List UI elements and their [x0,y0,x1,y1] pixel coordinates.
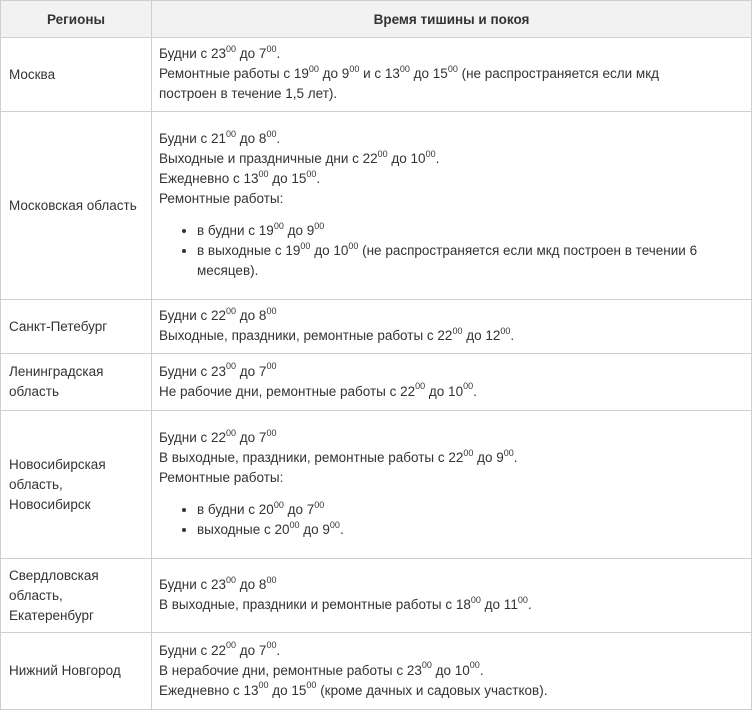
table-row [1,559,752,633]
schedule-line [159,382,744,402]
superscript-minutes: 00 [306,168,317,179]
text-segment: до 11 [480,597,518,612]
region-cell: Новосибирская область, Новосибирск [1,411,152,559]
superscript-minutes: 00 [300,240,311,251]
superscript-minutes: 00 [258,168,269,179]
repair-bullet-list [159,221,744,281]
superscript-minutes: 00 [469,660,480,670]
superscript-minutes: 00 [425,148,436,159]
text-segment: до 7 [236,46,267,61]
superscript-minutes: 00 [348,240,359,251]
text-segment: до 9 [473,450,504,465]
text-segment: до 7 [236,642,267,658]
superscript-minutes: 00 [314,499,325,510]
quiet-time-cell [152,633,752,710]
table-row [1,112,752,300]
list-item [197,241,744,281]
region-cell: Свердловская область, Екатеренбург [1,559,152,633]
text-segment: Ремонтные работы с 19 [159,66,309,81]
superscript-minutes: 00 [415,381,426,391]
table-row [1,300,752,354]
superscript-minutes: 00 [226,361,237,371]
header-quiet-time: Время тишины и покоя [152,1,752,38]
schedule-line [159,149,744,169]
superscript-minutes: 00 [452,325,463,336]
table-row [1,38,752,112]
superscript-minutes: 00 [447,63,458,74]
text-segment: Будни с 23 [159,46,227,61]
superscript-minutes: 00 [266,43,277,54]
text-segment: Будни с 23 [159,363,227,379]
text-segment: до 10 [387,151,426,166]
region-cell: Нижний Новгород [1,633,152,710]
text-segment: В нерабочие дни, ремонтные работы с 23 [159,662,422,678]
text-segment: Будни с 22 [159,642,227,658]
superscript-minutes: 00 [349,63,360,74]
schedule-line [159,468,744,488]
superscript-minutes: 00 [306,680,317,690]
text-segment: и с 13 [359,66,400,81]
schedule-line [159,681,744,701]
superscript-minutes: 00 [329,519,340,530]
schedule-line [159,44,744,64]
text-segment: . [513,450,518,465]
superscript-minutes: 00 [517,594,528,605]
text-segment: . [510,328,515,343]
schedule-line [159,641,744,661]
region-cell: Москва [1,38,152,112]
superscript-minutes: 00 [421,660,432,670]
schedule-line [159,306,744,326]
superscript-minutes: 00 [226,43,237,54]
superscript-minutes: 00 [289,519,300,530]
schedule-line [159,189,744,209]
text-segment: до 8 [236,131,267,146]
quiet-time-cell [152,112,752,300]
superscript-minutes: 00 [266,128,277,139]
header-regions: Регионы [1,1,152,38]
superscript-minutes: 00 [500,325,511,336]
table-header-row [1,1,752,38]
superscript-minutes: 00 [258,680,269,690]
region-cell: Санкт-Петебург [1,300,152,354]
superscript-minutes: 00 [226,128,237,139]
list-item [197,500,744,520]
quiet-time-cell [152,354,752,411]
text-segment: до 8 [236,308,267,323]
superscript-minutes: 00 [463,381,474,391]
text-segment: . [435,151,440,166]
text-segment: . [479,662,484,678]
schedule-line [159,84,744,104]
text-segment: . [473,383,477,399]
region-cell: Ленинградская область [1,354,152,411]
text-segment: . [276,46,281,61]
superscript-minutes: 00 [266,574,277,585]
region-cell: Московская область [1,112,152,300]
text-segment: В выходные, праздники и ремонтные работы с 18 [159,597,471,612]
text-segment: Выходные, праздники, ремонтные работы с 22 [159,328,453,343]
schedule-line [159,661,744,681]
list-item [197,520,744,540]
schedule-line [159,169,744,189]
text-segment: в выходные с 19 [197,243,301,258]
superscript-minutes: 00 [463,447,474,458]
text-segment: Будни с 21 [159,131,227,146]
text-segment: до 8 [236,577,267,592]
text-segment: до 9 [318,66,350,81]
text-segment: до 12 [462,328,501,343]
text-segment: до 15 [268,682,307,698]
text-segment: . [276,642,281,658]
text-segment: до 15 [268,171,307,186]
superscript-minutes: 00 [377,148,388,159]
text-segment: (кроме дачных и садовых участков). [316,682,548,698]
schedule-line [159,595,744,615]
superscript-minutes: 00 [273,499,284,510]
schedule-line [159,326,744,346]
superscript-minutes: 00 [266,427,277,438]
text-segment: до 7 [236,363,267,379]
schedule-line [159,428,744,448]
table-row [1,633,752,710]
superscript-minutes: 00 [470,594,481,605]
text-segment: до 7 [236,430,267,445]
superscript-minutes: 00 [314,220,325,231]
superscript-minutes: 00 [399,63,410,74]
quiet-time-cell [152,38,752,112]
text-segment: (не распространяется если мкд построен в течении 6 месяцев). [197,243,698,278]
schedule-line [159,64,744,84]
text-segment: до 10 [425,383,464,399]
text-segment: выходные с 20 [197,522,290,537]
text-segment: Ежедневно с 13 [159,682,259,698]
table-row [1,354,752,411]
schedule-line [159,129,744,149]
quiet-time-cell [152,559,752,633]
text-segment: . [527,597,532,612]
text-segment: Выходные и праздничные дни с 22 [159,151,378,166]
superscript-minutes: 00 [273,220,284,231]
text-segment: Не рабочие дни, ремонтные работы с 22 [159,383,416,399]
text-segment: до 7 [283,502,315,517]
quiet-time-cell [152,411,752,559]
text-segment: Ремонтные работы: [159,191,284,206]
text-segment: Будни с 22 [159,308,227,323]
schedule-line [159,448,744,468]
superscript-minutes: 00 [226,574,237,585]
text-segment: построен в течение 1,5 лет). [159,86,338,101]
repair-bullet-list [159,500,744,540]
text-segment: в будни с 20 [197,502,274,517]
text-segment: Ремонтные работы: [159,470,284,485]
superscript-minutes: 00 [266,305,277,316]
text-segment: . [339,522,344,537]
table-row [1,411,752,559]
text-segment: в будни с 19 [197,223,274,238]
text-segment: до 10 [310,243,349,258]
text-segment: до 15 [409,66,448,81]
superscript-minutes: 00 [266,361,277,371]
text-segment: Ежедневно с 13 [159,171,259,186]
table-body [1,38,752,710]
schedule-line [159,575,744,595]
text-segment: до 9 [299,522,330,537]
text-segment: . [316,171,321,186]
superscript-minutes: 00 [226,640,237,650]
superscript-minutes: 00 [503,447,514,458]
superscript-minutes: 00 [266,640,277,650]
superscript-minutes: 00 [226,305,237,316]
quiet-time-cell [152,300,752,354]
text-segment: до 10 [431,662,470,678]
text-segment: Будни с 23 [159,577,227,592]
superscript-minutes: 00 [226,427,237,438]
schedule-line [159,362,744,382]
text-segment: Будни с 22 [159,430,227,445]
list-item [197,221,744,241]
text-segment: до 9 [283,223,315,238]
text-segment: (не распространяется если мкд [457,66,659,81]
text-segment: В выходные, праздники, ремонтные работы с 22 [159,450,464,465]
superscript-minutes: 00 [308,63,319,74]
text-segment: . [276,131,281,146]
